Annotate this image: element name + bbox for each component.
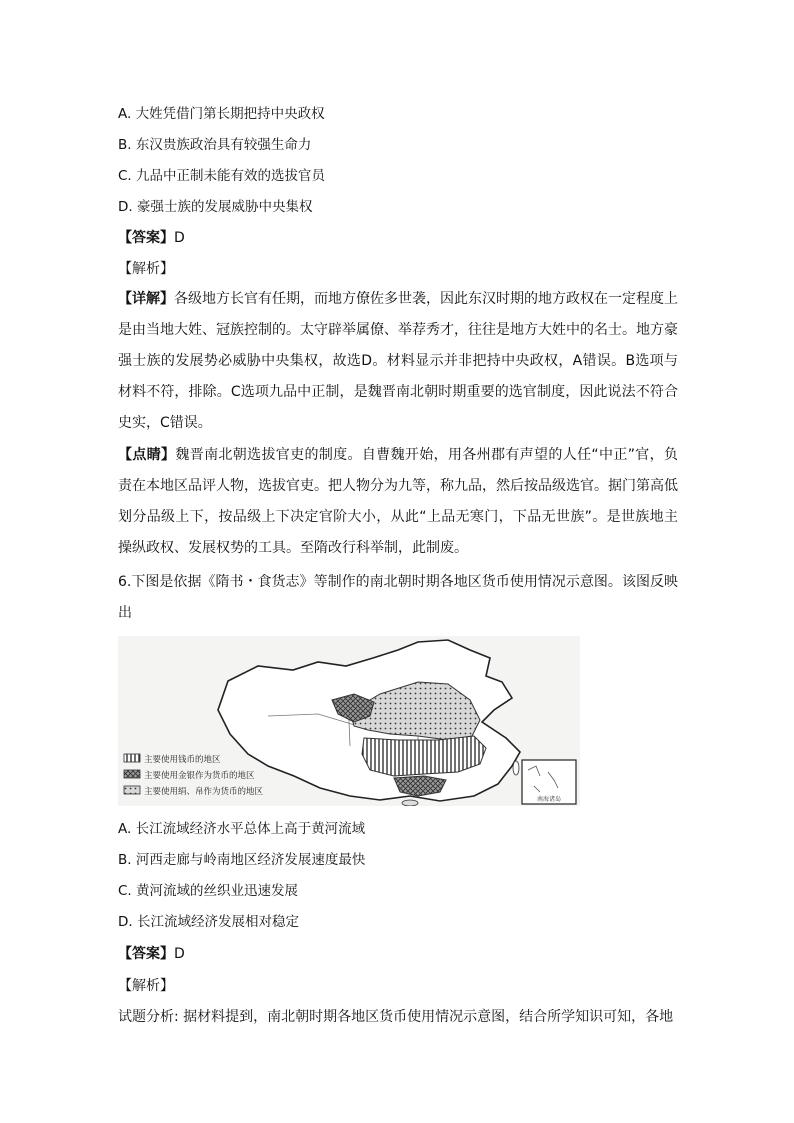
q6-answer-tag: 【答案】 — [118, 946, 174, 962]
legend-label-coin: 主要使用钱币的地区 — [144, 755, 221, 765]
q5-option-b: B. 东汉贵族政治具有较强生命力 — [118, 137, 312, 153]
inset-label: 南海诸岛 — [536, 796, 562, 803]
q5-analysis-tag: 【解析】 — [118, 261, 174, 277]
q5-tip-text: 魏晋南北朝选拔官吏的制度。自曹魏开始，用各州郡有声望的人任“中正”官，负责在本地区品评人物，选拔官吏。把人物分为九等，称九品，然后按品级选官。据门第高低划分品级上下，按品级上下决定官阶大小，从此“上品无寒门，下品无世族”。是世族地主操纵政权、发展权势的工具。至隋改行科举制，此制废。 — [118, 447, 678, 556]
currency-map-figure — [118, 636, 580, 806]
q5-detail-text: 各级地方长官有任期，而地方僚佐多世袭，因此东汉时期的地方政权在一定程度上是由当地大姓、冠族控制的。太守辟举属僚、举荐秀才，往往是地方大姓中的名士。地方豪强士族的发展势必威胁中央集权，故选D。材料显示并非把持中央政权，A错误。B选项与材料不符，排除。C选项九品中正制，是魏晋南北朝时期重要的选官制度，因此说法不符合史实，C错误。 — [118, 291, 678, 431]
q6-answer — [118, 944, 185, 964]
q5-detail — [118, 284, 678, 439]
q5-tip — [118, 440, 678, 564]
q5-option-a: A. 大姓凭借门第长期把持中央政权 — [118, 106, 325, 122]
legend-swatch-silk — [124, 786, 140, 794]
q5-answer-tag: 【答案】 — [118, 230, 174, 246]
q6-option-b: B. 河西走廊与岭南地区经济发展速度最快 — [118, 852, 366, 868]
q6-analysis-tag: 【解析】 — [118, 978, 174, 994]
q5-answer — [118, 228, 185, 248]
q6-option-c: C. 黄河流域的丝织业迅速发展 — [118, 883, 299, 899]
china-map — [118, 636, 580, 806]
q6-option-a: A. 长江流域经济水平总体上高于黄河流域 — [118, 821, 366, 837]
q6-answer-value: D — [174, 946, 185, 962]
q5-option-c: C. 九品中正制未能有效的选拔官员 — [118, 168, 326, 184]
q5-option-d: D. 豪强士族的发展威胁中央集权 — [118, 199, 313, 215]
legend-label-gold-silver: 主要使用金银作为货币的地区 — [144, 771, 255, 781]
q5-tip-tag: 【点睛】 — [118, 447, 176, 463]
q5-answer-value: D — [174, 230, 185, 246]
q6-stem: 6.下图是依据《隋书・食货志》等制作的南北朝时期各地区货币使用情况示意图。该图反映出 — [118, 574, 678, 621]
legend-label-silk: 主要使用绢、帛作为货币的地区 — [144, 787, 264, 797]
q5-detail-tag: 【详解】 — [118, 291, 174, 307]
q6-analysis-text: 试题分析: 据材料提到，南北朝时期各地区货币使用情况示意图，结合所学知识可知，各地 — [118, 1009, 674, 1025]
legend-swatch-gold-silver — [124, 770, 140, 778]
q6-option-d: D. 长江流域经济发展相对稳定 — [118, 914, 299, 930]
legend-swatch-coin — [124, 754, 140, 762]
